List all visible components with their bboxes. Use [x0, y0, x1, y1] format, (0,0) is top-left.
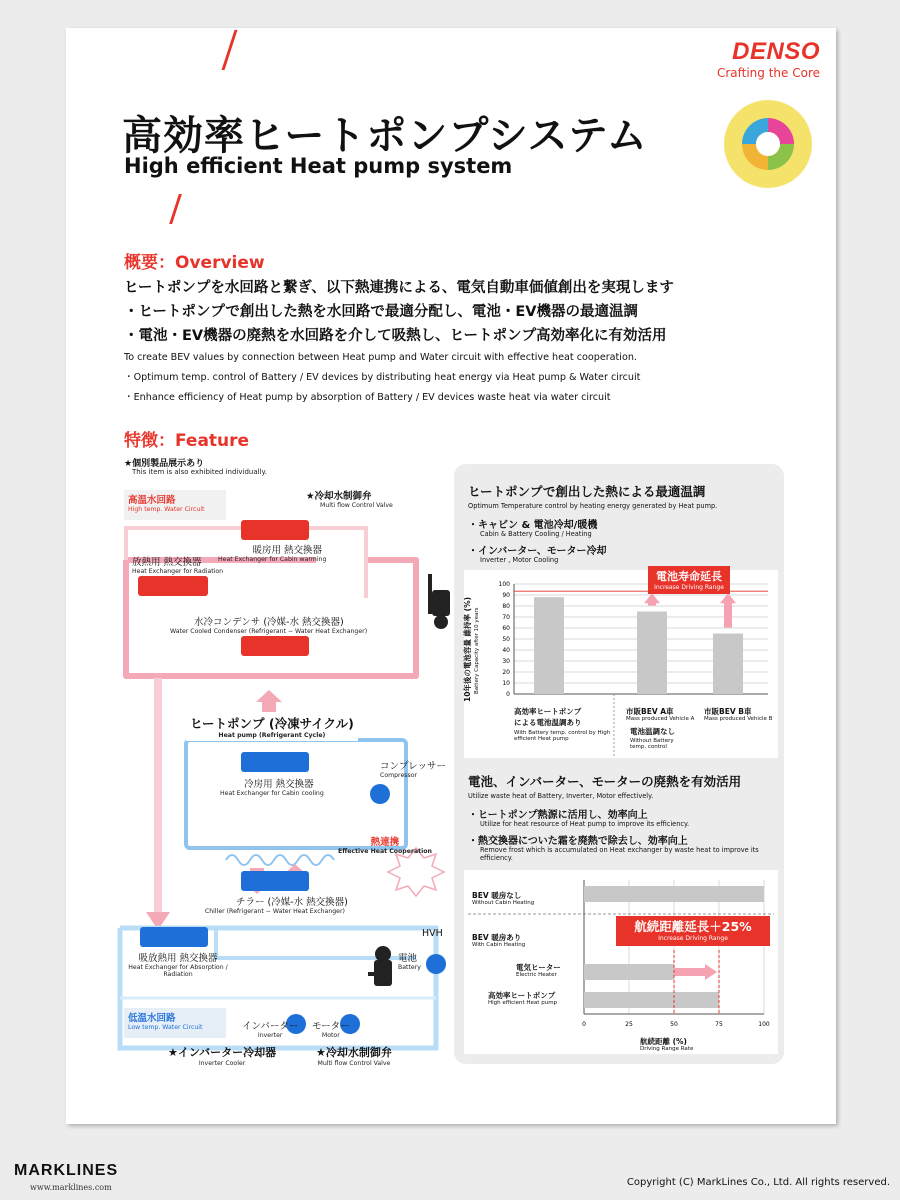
rad-hx-en: Heat Exchanger for Radiation — [132, 568, 224, 575]
compressor-jp: コンプレッサー — [380, 761, 447, 772]
denso-logo: DENSO — [732, 38, 820, 65]
chart2-bar — [584, 886, 764, 902]
panel1-item1: ・キャビン & 電池冷却/暖機 — [468, 520, 598, 531]
brand-tagline: Crafting the Core — [716, 66, 820, 80]
overview-jp — [124, 276, 674, 348]
marklines-logo: MARKLINES — [14, 1162, 119, 1179]
page-title: 高効率ヒートポンプシステム — [122, 113, 648, 159]
chart1-ytick: 90 — [502, 592, 510, 599]
chart2-cat-3-en: High efficient Heat pump — [488, 1000, 558, 1006]
chiller — [241, 871, 309, 891]
radiation-hx — [138, 576, 208, 596]
chart2-xtick: 75 — [715, 1021, 723, 1028]
chiller-jp: チラー (冷媒-水 熱交換器) — [236, 897, 348, 908]
chart1-cat-0: 高効率ヒートポンプ による電池温調あり — [514, 707, 582, 727]
low-circuit-label: 低温水回路 — [128, 1013, 176, 1024]
chart2-xtick: 25 — [625, 1021, 633, 1028]
overview-jp-line: ・ヒートポンプで創出した熱を水回路で最適分配し、電池・EV機器の最適温調 — [124, 304, 638, 320]
low-circuit-label-en: Low temp. Water Circuit — [128, 1024, 203, 1031]
battery-label — [398, 950, 421, 971]
chart1-ylabel-en: Battery Capacity after 10 years — [474, 607, 480, 694]
battery-en: Battery — [398, 964, 421, 971]
chart2-cat-1-en: With Cabin Heating — [472, 942, 526, 948]
chart2-bar — [584, 964, 674, 980]
cabin-warming-hx — [241, 520, 309, 540]
inv-cooler-en: Inverter Cooler — [198, 1060, 246, 1067]
chart1-group-en: Without Battery temp. control — [630, 738, 674, 750]
chart1-bar — [534, 597, 564, 694]
range-badge — [616, 916, 770, 946]
valve-top-jp: ★冷却水制御弁 — [306, 491, 372, 502]
panel1-title: ヒートポンプで創出した熱による最適温調 — [468, 484, 706, 499]
high-circuit-box — [124, 490, 226, 520]
overview-heading: 概要：Overview — [124, 253, 265, 273]
panel2-item2: ・熱交換器についた霜を廃熱で除去し、効率向上 — [468, 836, 688, 847]
chart2-xtick: 0 — [582, 1021, 586, 1028]
condenser-en: Water Cooled Condenser (Refrigerant − Water Heat Exchanger) — [170, 628, 368, 635]
rad-hx-label — [132, 554, 223, 575]
chart1-up-arrow — [724, 601, 732, 627]
chart1-ytick: 0 — [506, 691, 510, 698]
copyright: Copyright (C) MarkLines Co., Ltd. All rights reserved. — [626, 1177, 890, 1188]
high-circuit-label-en: High temp. Water Circuit — [128, 506, 205, 513]
chart1-ytick: 70 — [502, 614, 510, 621]
chart1-ytick: 100 — [498, 581, 510, 588]
chart2-cat-0-en: Without Cabin Heating — [472, 900, 535, 906]
valve-bottom-en: Multi flow Control Valve — [317, 1060, 391, 1067]
red-slash-top — [222, 30, 238, 70]
chart1-ytick: 20 — [502, 669, 510, 676]
chart1-cat-2-en: Mass produced Vehicle B — [704, 716, 773, 722]
valve-bottom-label — [316, 1044, 392, 1067]
abs-hx-en: Heat Exchanger for Absorption / Radiation — [128, 964, 228, 978]
panel2-title: 電池、インバーター、モーターの廃熱を有効活用 — [468, 774, 742, 789]
cabin-hx-jp: 暖房用 熱交換器 — [252, 545, 322, 556]
valve-top-en: Multi flow Control Valve — [320, 502, 393, 509]
chart2-xlabel-en: Driving Range Rate — [640, 1046, 694, 1052]
cabin-hx-en: Heat Exchanger for Cabin warming — [218, 556, 327, 563]
overview-en-line: ・Enhance efficiency of Heat pump by absorption of Battery / EV devices waste heat via water circuit — [124, 392, 611, 403]
chart1-ytick: 60 — [502, 625, 510, 632]
valve-top-label — [306, 488, 393, 509]
chiller-label — [204, 894, 348, 915]
chart2-gain-arrowhead — [705, 964, 717, 980]
panel2-item1: ・ヒートポンプ熱源に活用し、効率向上 — [468, 810, 648, 821]
chart1-cat-1: 市販BEV A車 — [626, 707, 674, 716]
cool-hx-label — [220, 776, 324, 797]
heatpump-label — [186, 712, 358, 741]
page-title-en: High efficient Heat pump system — [124, 154, 513, 178]
inverter-en: Inverter — [257, 1032, 283, 1039]
red-slash-bottom — [169, 194, 182, 224]
chart1-ytick: 40 — [502, 647, 510, 654]
chart1-ytick: 30 — [502, 658, 510, 665]
condenser-label — [170, 614, 367, 635]
battery-capacity-chart — [464, 570, 778, 758]
motor-label — [312, 1018, 350, 1039]
cooperation-label — [338, 834, 432, 855]
badge1-jp: 電池寿命延長 — [656, 570, 722, 583]
heatpump-jp: ヒートポンプ (冷凍サイクル) — [190, 716, 354, 731]
cabin-cooling-hx — [241, 752, 309, 772]
poster — [66, 28, 836, 1124]
cool-hx-en: Heat Exchanger for Cabin cooling — [220, 790, 324, 797]
feature-panel — [454, 464, 784, 1064]
badge1-en: Increase Driving Range — [654, 584, 724, 591]
coop-jp: 熱連携 — [370, 837, 400, 848]
abs-hx-label — [128, 950, 228, 978]
overview-en-line: ・Optimum temp. control of Battery / EV devices by distributing heat energy via Heat pump & Water circuit — [124, 372, 641, 383]
heatpump-en: Heat pump (Refrigerant Cycle) — [218, 732, 326, 739]
chart1-ytick: 10 — [502, 680, 510, 687]
chart1-bar — [637, 612, 667, 695]
valve-bottom-jp: ★冷却水制御弁 — [316, 1046, 392, 1059]
panel1-subtitle: Optimum Temperature control by heating energy generated by Heat pump. — [468, 502, 718, 510]
compressor-en: Compressor — [380, 772, 418, 779]
overview-en-line: To create BEV values by connection between Heat pump and Water circuit with effective heat cooperation. — [124, 352, 637, 363]
high-circuit-label: 高温水回路 — [128, 495, 176, 506]
inv-cooler-jp: ★インバーター冷却器 — [168, 1046, 277, 1059]
absorption-hx — [140, 927, 208, 947]
marklines-url: www.marklines.com — [30, 1183, 112, 1192]
wheel-emblem-icon — [722, 98, 814, 190]
panel1-item2: ・インバーター、モーター冷却 — [468, 546, 607, 557]
chart2-cat-3: 高効率ヒートポンプ — [488, 991, 556, 1000]
coop-en: Effective Heat Cooperation — [338, 848, 432, 855]
panel1-item1-en: Cabin & Battery Cooling / Heating — [480, 530, 592, 538]
battery-jp: 電池 — [398, 953, 418, 964]
chart1-cat-2: 市販BEV B車 — [704, 707, 752, 716]
overview-jp-line: ・電池・EV機器の廃熱を水回路を介して吸熱し、ヒートポンプ高効率化に有効活用 — [124, 328, 667, 344]
chart1-ylabel: 10年後の電池容量 維持率 (%) — [463, 596, 472, 702]
chart2-cat-2: 電気ヒーター — [516, 963, 561, 972]
water-cooled-condenser — [241, 636, 309, 656]
chart2-cat-0: BEV 暖房なし — [472, 891, 522, 900]
badge2-en: Increase Driving Range — [658, 935, 728, 942]
feature-note-en: This item is also exhibited individually. — [132, 468, 267, 476]
chart2-xtick: 50 — [670, 1021, 678, 1028]
low-circuit-box — [124, 1008, 226, 1038]
cool-hx-jp: 冷房用 熱交換器 — [244, 779, 314, 790]
motor-en: Motor — [321, 1032, 340, 1039]
feature-note: ★個別製品展示あり — [124, 459, 205, 469]
chart2-gain-arrow — [674, 968, 707, 976]
rad-hx-jp: 放熱用 熱交換器 — [132, 557, 202, 568]
cabin-hx-label — [218, 542, 327, 563]
panel1-item2-en: Inverter , Motor Cooling — [480, 556, 559, 564]
compressor-label — [380, 758, 446, 779]
chart1-bar — [713, 634, 743, 695]
chart1-ytick: 80 — [502, 603, 510, 610]
chart2-xlabel: 航続距離 (%) — [640, 1037, 687, 1046]
chart1-ytick: 50 — [502, 636, 510, 643]
inverter-label — [242, 1018, 298, 1039]
chart2-cat-2-en: Electric Heater — [516, 972, 557, 978]
overview-en — [124, 348, 640, 408]
panel2-item2-en: Remove frost which is accumulated on Heat exchanger by waste heat to improve its efficiency. — [480, 846, 759, 862]
chiller-en: Chiller (Refrigerant − Water Heat Exchanger) — [204, 908, 345, 915]
hvh-label: HVH — [422, 928, 443, 939]
inverter-jp: インバーター — [242, 1021, 299, 1032]
chart1-group: 電池温調なし — [630, 727, 675, 736]
panel2-subtitle: Utilize waste heat of Battery, Inverter, Motor effectively. — [468, 792, 654, 800]
chart2-xtick: 100 — [758, 1021, 770, 1028]
panel2-item1-en: Utilize for heat resource of Heat pump to improve its efficiency. — [480, 820, 690, 828]
range-chart-box — [464, 870, 778, 1054]
chart1-cat-1-en: Mass produced Vehicle A — [626, 716, 695, 722]
feature-heading: 特徴：Feature — [124, 431, 250, 451]
chart1-cat-0-en: With Battery temp. control by High efficient Heat pump — [514, 730, 611, 742]
brand — [717, 38, 820, 80]
badge2-jp: 航続距離延長＋25% — [634, 919, 752, 934]
inverter-cooler-label — [168, 1044, 276, 1067]
overview-jp-line: ヒートポンプを水回路と繋ぎ、以下熱連携による、電気自動車価値創出を実現します — [124, 280, 674, 296]
battery-chart-box — [464, 570, 778, 758]
battery-life-badge — [648, 566, 730, 594]
motor-jp: モーター — [312, 1021, 350, 1032]
abs-hx-jp: 吸放熱用 熱交換器 — [138, 953, 218, 964]
chart2-cat-1: BEV 暖房あり — [472, 933, 522, 942]
chart2-bar — [584, 992, 719, 1008]
condenser-jp: 水冷コンデンサ (冷媒-水 熱交換器) — [194, 617, 344, 628]
